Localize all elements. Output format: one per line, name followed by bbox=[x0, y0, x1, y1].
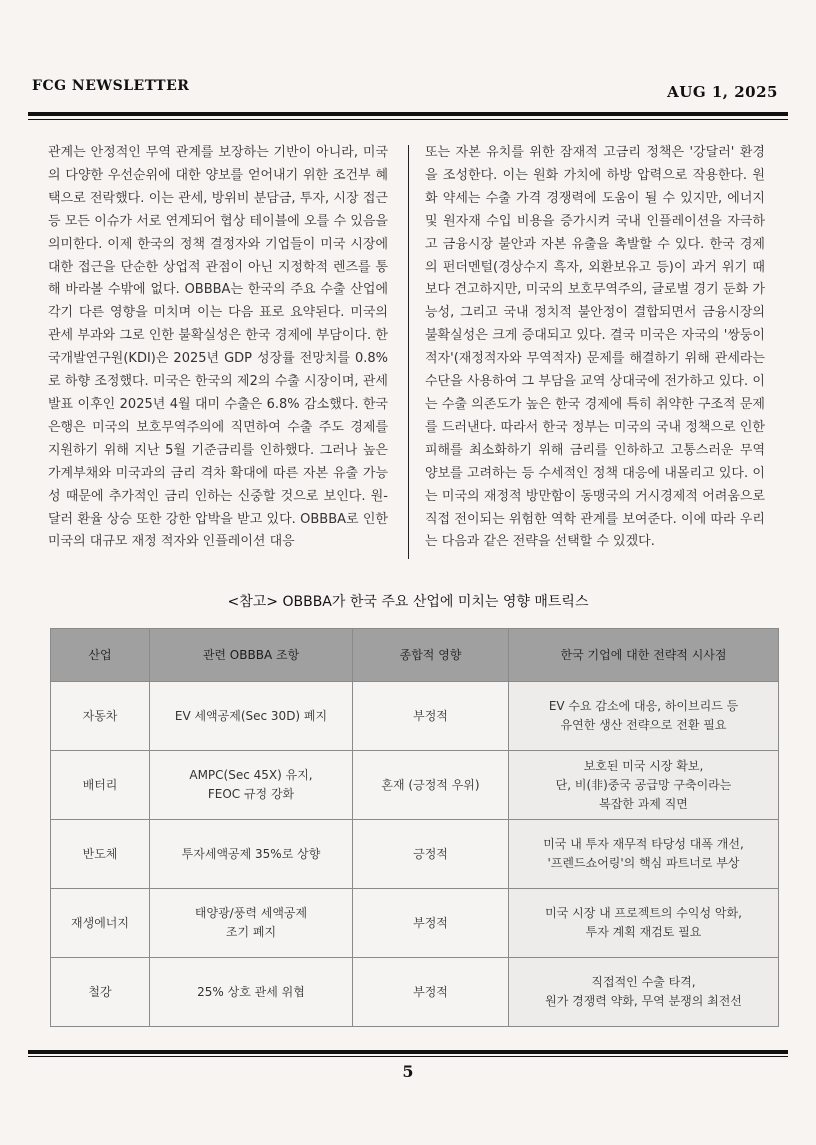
cell-implication: 보호된 미국 시장 확보, 단, 비(非)중국 공급망 구축이라는 복잡한 과제 직면 bbox=[509, 751, 779, 820]
cell-impact: 부정적 bbox=[353, 682, 509, 751]
cell-provision: 투자세액공제 35%로 상향 bbox=[150, 820, 353, 889]
newsletter-title: FCG NEWSLETTER bbox=[32, 78, 190, 94]
cell-industry: 반도체 bbox=[51, 820, 150, 889]
footer-rule-thick bbox=[28, 1050, 788, 1054]
cell-impact: 부정적 bbox=[353, 958, 509, 1027]
header-provision: 관련 OBBBA 조항 bbox=[150, 629, 353, 682]
page-number: 5 bbox=[402, 1062, 414, 1081]
cell-impact: 혼재 (긍정적 우위) bbox=[353, 751, 509, 820]
body-column-left: 관계는 안정적인 무역 관계를 보장하는 기반이 아니라, 미국의 다양한 우선순위에 대한 양보를 얻어내기 위한 조건부 혜택으로 전락했다. 이는 관세, 방위비 분담금, 투자, 시장 접근 등 모든 이슈가 서로 연계되어 협상 테이블에 오를 수 있음을 의미한다. 이제 한국의 정책 결정자와 기업들이 미국 시장에 대한 접근을 단순한 상업적 관점이 아닌 지정학적 렌즈를 통해 바라볼 수밖에 없다. OBBBA는 한국의 주요 수출 산업에 각기 다른 영향을 미치며 이는 다음 표로 요약된다. 미국의 관세 부과와 그로 인한 불확실성은 한국 경제에 부담이다. 한국개발연구원(KDI)은 2025년 GDP 성장률 전망치를 0.8%로 하향 조정했다. 미국은 한국의 제2의 수출 시장이며, 관세 발표 이후인 2025년 4월 대미 수출은 6.8% 감소했다. 한국은행은 미국의 보호무역주의에 직면하여 수출 주도 경제를 지원하기 위해 지난 5월 기준금리를 인하했다. 그러나 높은 가계부채와 미국과의 금리 격차 확대에 따른 자본 유출 가능성 때문에 추가적인 금리 인하는 신중할 것으로 보인다. 원-달러 환율 상승 또한 강한 압박을 받고 있다. OBBBA로 인한 미국의 대규모 재정 적자와 인플레이션 대응 bbox=[48, 145, 388, 550]
table-row bbox=[51, 682, 779, 751]
header-impact: 종합적 영향 bbox=[353, 629, 509, 682]
table-row bbox=[51, 958, 779, 1027]
column-divider bbox=[408, 145, 409, 559]
header-rule-thick bbox=[28, 112, 788, 116]
cell-provision: AMPC(Sec 45X) 유지, FEOC 규정 강화 bbox=[150, 751, 353, 820]
table-row bbox=[51, 751, 779, 820]
cell-industry: 철강 bbox=[51, 958, 150, 1027]
cell-implication: 미국 시장 내 프로젝트의 수익성 악화, 투자 계획 재검토 필요 bbox=[509, 889, 779, 958]
impact-matrix-table bbox=[50, 628, 779, 1027]
table-header-row bbox=[51, 629, 779, 682]
body-column-right: 또는 자본 유치를 위한 잠재적 고금리 정책은 '강달러' 환경을 조성한다. 이는 원화 가치에 하방 압력으로 작용한다. 원화 약세는 수출 가격 경쟁력에 도움이 될 수 있지만, 에너지 및 원자재 수입 비용을 증가시켜 국내 인플레이션을 자극하고 금융시장 불안과 자본 유출을 촉발할 수 있다. 한국 경제의 펀더멘털(경상수지 흑자, 외환보유고 등)이 과거 위기 때보다 견고하지만, 미국의 보호무역주의, 글로벌 경기 둔화 가능성, 그리고 국내 정치적 불안정이 결합되면서 금융시장의 불확실성은 크게 증대되고 있다. 결국 미국은 자국의 '쌍둥이 적자'(재정적자와 무역적자) 문제를 해결하기 위해 관세라는 수단을 사용하여 그 부담을 교역 상대국에 전가하고 있다. 이는 수출 의존도가 높은 한국 경제에 특히 취약한 구조적 문제를 드러낸다. 따라서 한국 정부는 미국의 국내 정책으로 인한 피해를 최소화하기 위해 금리를 인하하고 고통스러운 무역 양보를 고려하는 등 수세적인 정책 대응에 내몰리고 있다. 이는 미국의 재정적 방만함이 동맹국의 거시경제적 어려움으로 직접 전이되는 위험한 역학 관계를 보여준다. 이에 따라 우리는 다음과 같은 전략을 선택할 수 있겠다. bbox=[425, 145, 765, 550]
table-row bbox=[51, 820, 779, 889]
table-caption: <참고> OBBBA가 한국 주요 산업에 미치는 영향 매트릭스 bbox=[227, 594, 589, 610]
cell-impact: 부정적 bbox=[353, 889, 509, 958]
cell-industry: 배터리 bbox=[51, 751, 150, 820]
cell-provision: EV 세액공제(Sec 30D) 폐지 bbox=[150, 682, 353, 751]
issue-date: AUG 1, 2025 bbox=[667, 83, 778, 101]
cell-industry: 재생에너지 bbox=[51, 889, 150, 958]
cell-implication: EV 수요 감소에 대응, 하이브리드 등 유연한 생산 전략으로 전환 필요 bbox=[509, 682, 779, 751]
cell-impact: 긍정적 bbox=[353, 820, 509, 889]
cell-provision: 태양광/풍력 세액공제 조기 폐지 bbox=[150, 889, 353, 958]
header-rule-thin bbox=[28, 119, 788, 120]
header-industry: 산업 bbox=[51, 629, 150, 682]
header-implication: 한국 기업에 대한 전략적 시사점 bbox=[509, 629, 779, 682]
cell-industry: 자동차 bbox=[51, 682, 150, 751]
cell-implication: 직접적인 수출 타격, 원가 경쟁력 약화, 무역 분쟁의 최전선 bbox=[509, 958, 779, 1027]
table-row bbox=[51, 889, 779, 958]
cell-implication: 미국 내 투자 재무적 타당성 대폭 개선, '프렌드쇼어링'의 핵심 파트너로 부상 bbox=[509, 820, 779, 889]
footer-rule-thin bbox=[28, 1056, 788, 1057]
cell-provision: 25% 상호 관세 위협 bbox=[150, 958, 353, 1027]
